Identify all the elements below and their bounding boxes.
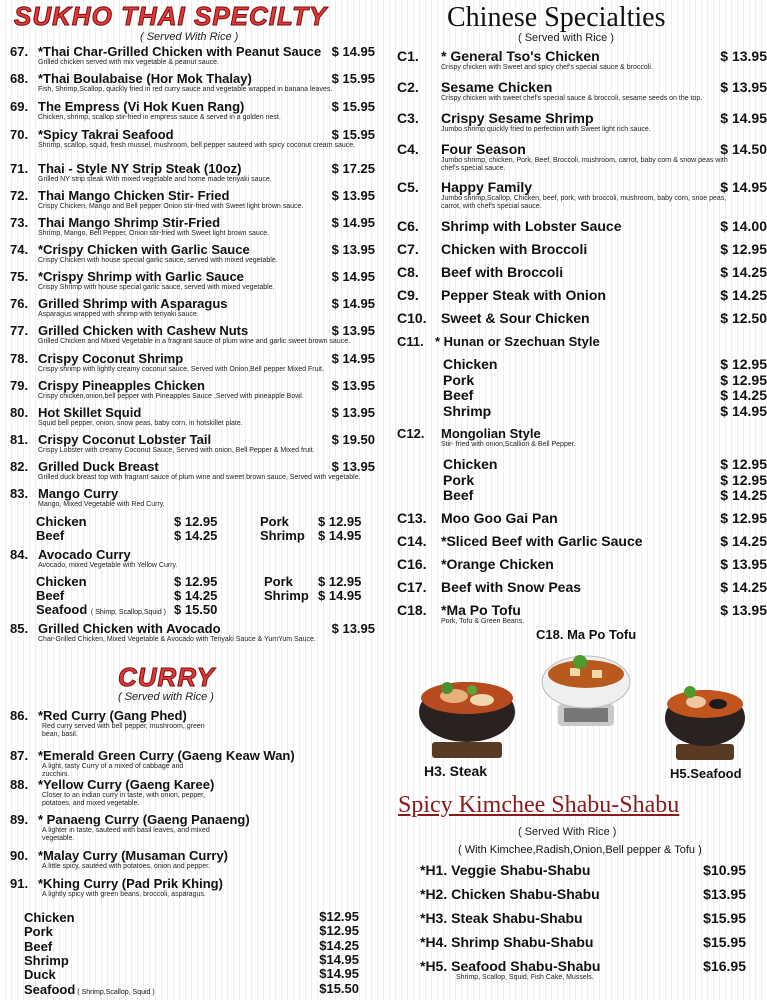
item-name: *Yellow Curry (Gaeng Karee) [38,777,215,792]
shabu-item [420,958,746,982]
steak-shabu-photo [412,662,522,762]
item-price: $ 14.95 [331,296,375,311]
item-number: 76. [10,296,29,311]
item-number: 72. [10,188,29,203]
item-price: $ 12.95 [720,241,767,257]
curry-price-row [24,909,359,923]
shabu-title: Spicy Kimchee Shabu-Shabu [398,792,680,818]
item-description: Jumbo shrimp,Scallop, Chicken, beef, pork, with broccoli, mushroom, baby corn, snoe peas, carrot, with chef's special sauce. [441,195,727,210]
item-number: C1. [397,48,419,64]
item-name: Grilled Duck Breast [38,459,159,474]
thai-item [10,99,375,125]
item-number: 71. [10,161,29,176]
shabu-item [420,862,746,886]
thai-item [10,351,375,377]
item-price: $ 13.95 [720,556,767,572]
item-number: 74. [10,242,29,257]
item-number: C18. [397,602,427,618]
item-price: $ 19.50 [331,432,375,447]
item-number: 81. [10,432,29,447]
item-name: *Emerald Green Curry (Gaeng Keaw Wan) [38,748,295,763]
chinese-item [397,602,767,624]
item-number: 79. [10,378,29,393]
item-number: 86. [10,708,29,723]
chinese-menu-list [397,48,767,338]
item-price: $ 14.25 [720,579,767,595]
item-number: 91. [10,876,29,891]
item-price: $ 13.95 [720,79,767,95]
protein-price: $ 14.25 [720,387,767,403]
item-price: $ 15.95 [331,71,375,86]
curry-item [10,777,375,811]
protein-price: $ 12.95 [720,356,767,372]
item-price: $ 15.95 [331,99,375,114]
item-price: $15.95 [703,910,746,926]
item-number: 78. [10,351,29,366]
item-price: $ 14.95 [720,110,767,126]
item-price: $ 14.00 [720,218,767,234]
item-price: $15.95 [703,934,746,950]
protein-name: Pork [443,371,475,388]
mongolian-name: Mongolian Style [441,426,541,441]
shabu-menu-list [420,862,746,996]
protein-price-row [443,487,767,502]
item-price: $16.95 [703,958,746,974]
protein-name: Pork [443,471,475,488]
item-number: C9. [397,287,419,303]
protein-price: $14.95 [319,966,359,982]
item-number: 90. [10,848,29,863]
shabu-item [420,910,746,934]
item-price: $ 12.50 [720,310,767,326]
seafood-shabu-photo [660,672,750,764]
chinese-item [397,79,767,107]
item-number: C8. [397,264,419,280]
item-price: $ 14.95 [331,44,375,59]
curry-price-list [24,909,359,997]
protein-name: Seafood [24,981,76,997]
item-name: *Thai Boulabaise (Hor Mok Thalay) [38,71,252,86]
item-description: Grilled chicken served with mix vegetable & peanut sauce. [38,59,219,66]
item-name: Happy Family [441,179,533,195]
item-price: $ 14.25 [720,287,767,303]
item-name: Hot Skillet Squid [38,405,142,420]
item-description: Crispy Shrimp with house special garlic sauce, served with mixed vegetable. [38,284,275,291]
item-name: *Spicy Takrai Seafood [38,127,174,142]
item-number: C17. [397,579,427,595]
item-name: *Crispy Shrimp with Garlic Sauce [38,269,244,284]
item-description: Shrimp, Mango, Bell Pepper, Onion stir-fried with Sweet light brown sauce. [38,230,270,237]
item-name: Pepper Steak with Onion [441,287,606,303]
item-description: Squid bell pepper, onion, snow peas, baby corn, in hotskillet plate. [38,420,243,427]
chinese-item [397,556,767,578]
item-description: Crispy chicken with Sweet and spicy chef's special sauce & broccoli. [441,64,653,71]
item-description: A lighter in taste, sauteed with basil leaves, and mixed vegetable. [42,827,210,842]
item-price: $ 14.50 [720,141,767,157]
chinese-item [397,179,767,210]
item-price: $ 13.95 [331,378,375,393]
item-description: Crispy Chicken, Mango and Bell pepper Onion stir-fried with Sweet light brown sauce. [38,203,304,210]
item-description: A lightly spicy with green beans, broccoli, asparagus. [42,891,206,898]
mango-curry-name: Mango Curry [38,486,119,501]
item-number: 88. [10,777,29,792]
item-number: C16. [397,556,427,572]
item-description: Crispy Lobster with creamy Coconut Sauce, Served with onion, Bell Pepper & Mixed fruit. [38,447,315,454]
item-number: 68. [10,71,29,86]
item-name: Grilled Chicken with Cashew Nuts [38,323,249,338]
item-number: C13. [397,510,427,526]
curry-price-row [24,938,359,952]
item-number: C7. [397,241,419,257]
protein-price: $ 12.95 [720,456,767,472]
item-description: Crispy chicken,onion,bell pepper with Pineapples Sauce ,Served with pineapple Bowl. [38,393,304,400]
item-price: $ 13.95 [331,323,375,338]
protein-name: Shrimp [443,402,492,419]
item-number: 77. [10,323,29,338]
item-number: C6. [397,218,419,234]
protein-name: Pork [24,924,53,940]
item-number: 67. [10,44,29,59]
item-description: Grilled Chicken and Mixed Vegetable in a fragrant sauce of plum wine and garlic sweet brown sauce. [38,338,351,345]
seafood-note: ( Shrimp,Scallop, Squid ) [77,988,155,996]
item-number: C5. [397,179,419,195]
item-price: $ 14.95 [331,215,375,230]
item-description: Red curry served with bell pepper, mushroom, green bean, basil. [42,723,205,738]
item-description: Asparagus wrapped with shrimp with teriyaki sauce [38,311,197,318]
thai-item [10,459,375,485]
item-name: *H3. Steak Shabu-Shabu [420,910,583,926]
item-description: Grilled NY strip steak With mixed vegetable and home made teriyaki sauce. [38,176,272,183]
protein-name: Beef [443,487,474,503]
item-name: *Thai Char-Grilled Chicken with Peanut Sauce [38,44,322,59]
item-number: C10. [397,310,427,326]
item-name: *Crispy Chicken with Garlic Sauce [38,242,250,257]
item-name: * General Tso's Chicken [441,48,600,64]
item-number: C14. [397,533,427,549]
thai-item [10,269,375,295]
item-name: *Red Curry (Gang Phed) [38,708,187,723]
thai-title: SUKHO THAI SPECILTY [14,1,328,31]
item-name: *Sliced Beef with Garlic Sauce [441,533,643,549]
item-name: Crispy Coconut Lobster Tail [38,432,212,447]
protein-price-row [443,356,767,371]
item-name: Crispy Pineapples Chicken [38,378,205,393]
chinese-item [397,110,767,138]
shabu-subtitle: ( Served With Rice ) [518,826,617,838]
item-name: Four Season [441,141,526,157]
item-description: Pork, Tofu & Green Beans. [441,618,525,625]
item-name: Thai Mango Shrimp Stir-Fried [38,215,221,230]
protein-price-row [443,456,767,471]
protein-price: $12.95 [319,909,359,924]
item-name: * Panaeng Curry (Gaeng Panaeng) [38,812,250,827]
thai-item [10,323,375,349]
shabu-note: ( With Kimchee,Radish,Onion,Bell pepper & Tofu ) [458,844,702,856]
mango-curry-block: 83. Mango Curry Mango, Mixed Vegetable with Red Curry. Chicken $ 12.95 Beef $ 14.25 Pork $ 12.95 Shrimp $ 14.95 [10,486,362,543]
chinese-item [397,533,767,555]
protein-price: $12.95 [319,923,359,939]
shabu-item [420,934,746,958]
item-description: A light, tasty Curry of a mixed of cabbage and zucchini. [42,763,184,778]
protein-price: $ 14.95 [720,402,767,419]
item-name: Crispy Sesame Shrimp [441,110,594,126]
item-name: *H5. Seafood Shabu-Shabu [420,958,601,974]
photo-caption-h5: H5.Seafood [670,766,742,781]
hunan-name: * Hunan or Szechuan Style [435,334,600,349]
item-price: $ 14.95 [720,179,767,195]
item-price: $ 13.95 [720,602,767,618]
curry-price-row [24,952,359,966]
item-name: Sesame Chicken [441,79,553,95]
thai-item [10,127,375,153]
item-name: *Malay Curry (Musaman Curry) [38,848,228,863]
item-price: $ 13.95 [331,405,375,420]
item-description: Grilled duck breast top with fragrant sauce of plum wine and sweet brown sauce, Served with vegetable. [38,474,361,481]
shabu-item [420,886,746,910]
item-name: Shrimp with Lobster Sauce [441,218,622,234]
item-name: *H1. Veggie Shabu-Shabu [420,862,591,878]
curry-price-row [24,923,359,940]
item-description: Closer to an indian curry in taste, with onion, pepper, potatoes, and mixed vegetable. [42,792,206,807]
item-name: *Orange Chicken [441,556,554,572]
curry-item [10,876,375,910]
protein-price: $14.95 [319,951,359,967]
item-number: C4. [397,141,419,157]
protein-price: $15.50 [319,980,359,996]
item-price: $ 14.25 [720,264,767,280]
photo-caption-h3: H3. Steak [424,763,488,779]
mapo-tofu-photo [540,640,632,730]
item-price: $ 14.95 [331,351,375,366]
item-description: Crispy chicken with sweet chef's special sauce & broccoli, sesame seeds on the top. [441,95,703,102]
item-price: $ 14.25 [720,533,767,549]
item-number: 87. [10,748,29,763]
item-number: 80. [10,405,29,420]
thai-item [10,296,375,322]
item-description: Crispy shrimp with lightly creamy coconut sauce, Served with Onion,Bell pepper Mixed Fruit. [38,366,324,373]
item-description: Jumbo shrimp, chicken, Pork, Beef, Broccoli, mushroom, carrot, baby corn & snow peas with chef's special sauce. [441,157,728,172]
protein-name: Beef [24,938,53,954]
thai-item [10,71,375,97]
item-price: $13.95 [703,886,746,902]
avocado-curry-block: 84. Avocado Curry Avocado, mixed Vegetable with Yellow Curry. Chicken $ 12.95 Beef $ 14.25 Seafood ( Shimp, Scallop,Squid ) $ 15.50 Pork $ 12.95 Shrimp $ 14.95 [10,547,362,617]
chinese-subtitle: ( Served with Rice ) [518,32,614,44]
curry-price-row [24,981,359,995]
protein-name: Chicken [24,910,75,925]
item-name: Crispy Coconut Shrimp [38,351,184,366]
protein-price-row [443,372,767,387]
curry-item [10,708,375,742]
item-name: *H4. Shrimp Shabu-Shabu [420,934,594,950]
chinese-item [397,141,767,172]
avocado-curry-name: Avocado Curry [38,547,131,562]
item-description: Shrimp, scallop, squid, fresh mussel, mushroom, bell pepper sauteed with spicy coconut cream sauce. [38,142,356,149]
protein-price-row [443,472,767,487]
item-price: $ 15.95 [331,127,375,142]
item-price: $ 13.95 [720,48,767,64]
item-name: Thai - Style NY Strip Steak (10oz) [38,161,242,176]
protein-price: $ 12.95 [720,371,767,388]
thai-item [10,242,375,268]
item-number: 69. [10,99,29,114]
thai-item-85-name: Grilled Chicken with Avocado [38,621,221,636]
thai-item [10,44,375,70]
thai-item [10,432,375,458]
mongolian-block: C12. Mongolian Style Stir- fried with onion,Scallion & Bell Pepper. Chicken $ 12.95 Pork $ 12.95 Beef $ 14.25 [397,426,767,503]
item-price: $ 13.95 [331,188,375,203]
item-description: Shrimp, Scallop, Squid, Fish Cake, Mussels. [456,974,594,981]
protein-price-row [443,403,767,418]
item-price: $ 13.95 [331,242,375,257]
thai-subtitle: ( Served With Rice ) [140,31,239,43]
protein-name: Shrimp [24,952,69,968]
item-price: $ 14.95 [331,269,375,284]
item-description: Chicken, shrimp, scallop stir-fried in empress sauce & served in a golden nest. [38,114,281,121]
thai-item [10,405,375,431]
protein-name: Duck [24,967,56,983]
chinese-item [397,510,767,532]
thai-menu-list [10,44,375,504]
protein-price-row [443,387,767,402]
item-number: C3. [397,110,419,126]
protein-name: Chicken [443,456,498,472]
item-name: Beef with Broccoli [441,264,564,280]
curry-title: CURRY [118,662,215,692]
item-number: 73. [10,215,29,230]
item-price: $10.95 [703,862,746,878]
item-name: *Khing Curry (Pad Prik Khing) [38,876,223,891]
chinese-item [397,579,767,601]
curry-item [10,812,375,846]
protein-name: Beef [443,387,474,403]
hunan-block: C11. * Hunan or Szechuan Style Chicken $ 12.95 Pork $ 12.95 Beef $ 14.25 Shrimp $ 14.95 [397,334,767,419]
item-name: *H2. Chicken Shabu-Shabu [420,886,600,902]
item-name: Moo Goo Gai Pan [441,510,558,526]
item-number: 75. [10,269,29,284]
item-price: $ 17.25 [331,161,375,176]
item-name: Grilled Shrimp with Asparagus [38,296,228,311]
chinese-item [397,48,767,76]
protein-price: $ 12.95 [720,471,767,488]
item-name: Sweet & Sour Chicken [441,310,590,326]
thai-item [10,378,375,404]
item-price: $ 12.95 [720,510,767,526]
item-description: A little spicy, sautéed with potatoes, onion and pepper. [42,863,210,870]
curry-price-row [24,966,359,983]
protein-name: Chicken [443,356,498,372]
item-description: Crispy Chicken with house special garlic sauce, served with mixed vegetable. [38,257,278,264]
thai-item-85: 85. Grilled Chicken with Avocado $ 13.95 Char-Grilled Chicken, Mixed Vegetable & Avocado with Teriyaki Sauce & YumYum Sauce. [10,621,375,643]
curry-subtitle: ( Served with Rice ) [118,691,214,703]
item-number: C2. [397,79,419,95]
item-number: 82. [10,459,29,474]
item-description: Jumbo shrimp quickly fried to perfection with Sweet light rich sauce. [441,126,651,133]
item-number: 70. [10,127,29,142]
item-name: Beef with Snow Peas [441,579,582,595]
item-name: The Empress (Vi Hok Kuen Rang) [38,99,245,114]
chinese-more-list [397,510,767,630]
chinese-title: Chinese Specialties [447,2,666,33]
protein-price: $14.25 [319,937,359,953]
thai-item [10,161,375,187]
protein-price: $ 14.25 [720,487,767,503]
item-description: Fish, Shrimp,Scallop, quickly fried in red curry sauce and vegetable wrapped in banana leaves. [38,86,333,93]
item-name: Thai Mango Chicken Stir- Fried [38,188,230,203]
thai-item [10,215,375,241]
item-price: $ 13.95 [331,459,375,474]
item-number: 89. [10,812,29,827]
thai-item [10,188,375,214]
photo-caption-c18: C18. Ma Po Tofu [536,627,637,642]
item-name: Chicken with Broccoli [441,241,588,257]
item-name: *Ma Po Tofu [441,602,521,618]
curry-menu-list [10,708,375,904]
